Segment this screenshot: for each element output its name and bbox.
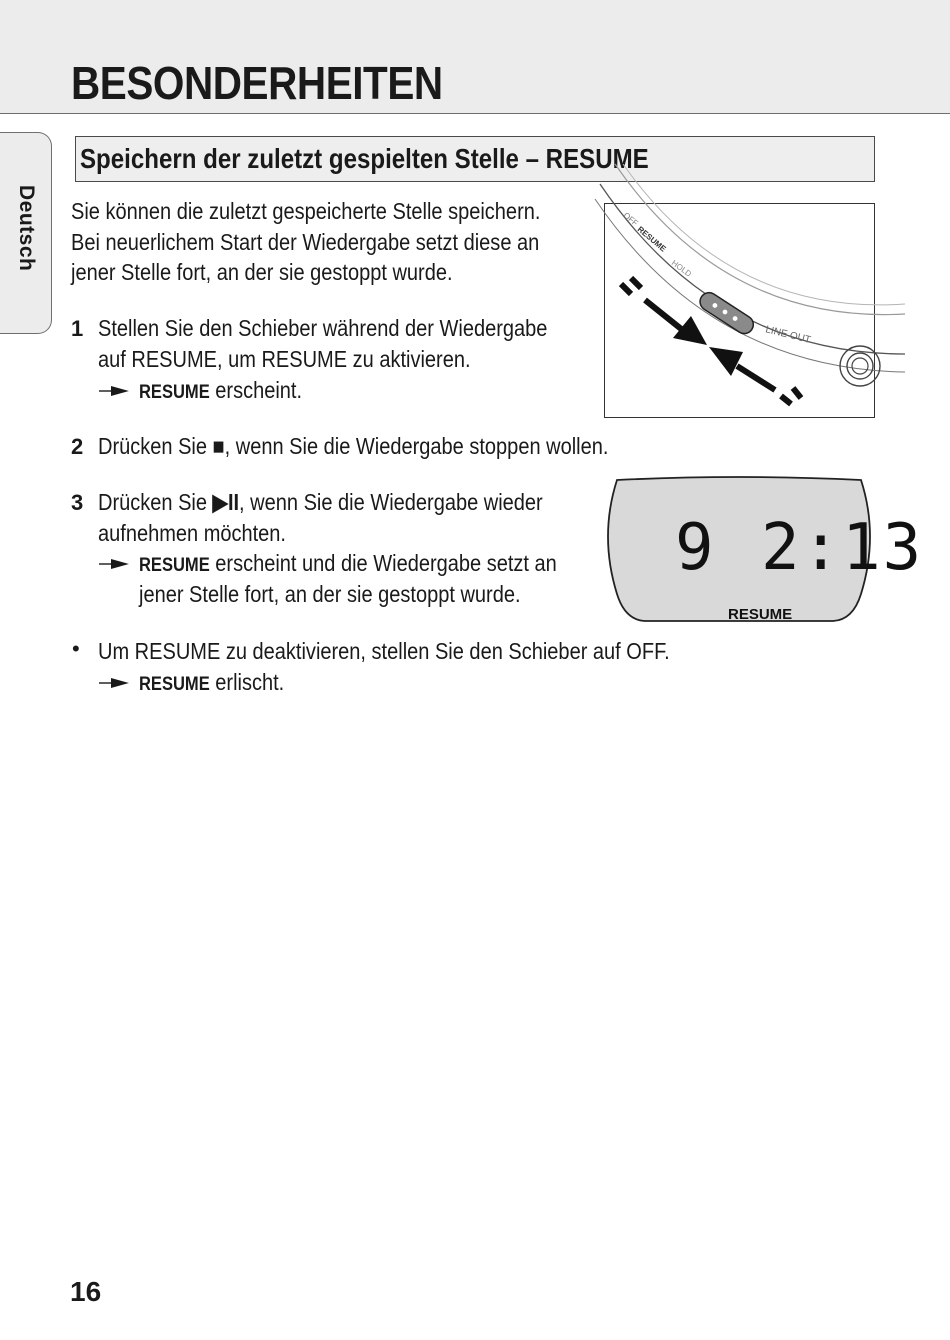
bullet-result-text: erlischt. xyxy=(215,669,285,695)
bullet-text: Um RESUME zu deaktivieren, stellen Sie den Schieber auf OFF. xyxy=(98,638,670,664)
step-1-line-2: auf RESUME, um RESUME zu aktivieren. xyxy=(98,346,471,372)
section-heading-box xyxy=(75,136,875,182)
resume-indicator-label: RESUME xyxy=(139,382,210,403)
track-number: 9 xyxy=(675,511,714,585)
section-title: Speichern der zuletzt gespielten Stelle – RESUME xyxy=(80,143,649,174)
result-arrow-icon xyxy=(99,557,133,571)
step-1-number: 1 xyxy=(71,316,84,341)
stop-icon: ■ xyxy=(212,433,225,459)
play-pause-icon: ▶II xyxy=(212,489,240,515)
line-out-label: LINE OUT xyxy=(764,324,812,347)
result-arrow-icon xyxy=(99,384,133,398)
off-label: OFF xyxy=(621,210,640,228)
lcd-resume-indicator: RESUME xyxy=(728,606,793,623)
hold-label: HOLD xyxy=(669,258,694,279)
step-1-result-text: erscheint. xyxy=(215,377,303,403)
step-2-text-before: Drücken Sie xyxy=(98,433,213,459)
step-2-number: 2 xyxy=(71,434,84,459)
step-3-text-before: Drücken Sie xyxy=(98,489,213,515)
lcd-display-illustration xyxy=(603,476,924,624)
slider-switch-icon xyxy=(605,204,876,419)
intro-line-3: jener Stelle fort, an der sie gestoppt wurde. xyxy=(71,259,453,285)
resume-indicator-label: RESUME xyxy=(139,555,210,576)
bullet-symbol: • xyxy=(72,636,80,661)
step-3-line-1 xyxy=(98,487,543,518)
result-arrow-icon xyxy=(99,676,133,690)
step-3-line-2: aufnehmen möchten. xyxy=(98,520,287,546)
bullet-result xyxy=(139,667,284,701)
step-3-result-text-1: erscheint und die Wiedergabe setzt an xyxy=(215,550,557,576)
step-3-result-line-2: jener Stelle fort, an der sie gestoppt wurde. xyxy=(139,581,521,607)
step-1-line-1: Stellen Sie den Schieber während der Wiedergabe xyxy=(98,315,548,341)
language-tab-label: Deutsch xyxy=(15,185,38,272)
device-slider-illustration xyxy=(604,203,875,418)
step-1-result xyxy=(139,375,302,409)
step-3-result-line-1 xyxy=(139,548,557,582)
language-tab xyxy=(0,132,52,334)
step-2-text-after: , wenn Sie die Wiedergabe stoppen wollen. xyxy=(224,433,609,459)
page-number: 16 xyxy=(70,1276,102,1307)
intro-line-2: Bei neuerlichem Start der Wiedergabe setzt diese an xyxy=(71,229,540,255)
resume-indicator-label: RESUME xyxy=(139,674,210,695)
time-display: 2:13 xyxy=(761,511,924,585)
lcd-display xyxy=(603,476,924,624)
intro-line-1: Sie können die zuletzt gespeicherte Stelle speichern. xyxy=(71,198,541,224)
step-2-text xyxy=(98,431,608,462)
resume-label: RESUME xyxy=(635,224,668,254)
step-3-text-after: , wenn Sie die Wiedergabe wieder xyxy=(239,489,543,515)
step-3-number: 3 xyxy=(71,490,84,515)
page-title: BESONDERHEITEN xyxy=(71,57,443,109)
